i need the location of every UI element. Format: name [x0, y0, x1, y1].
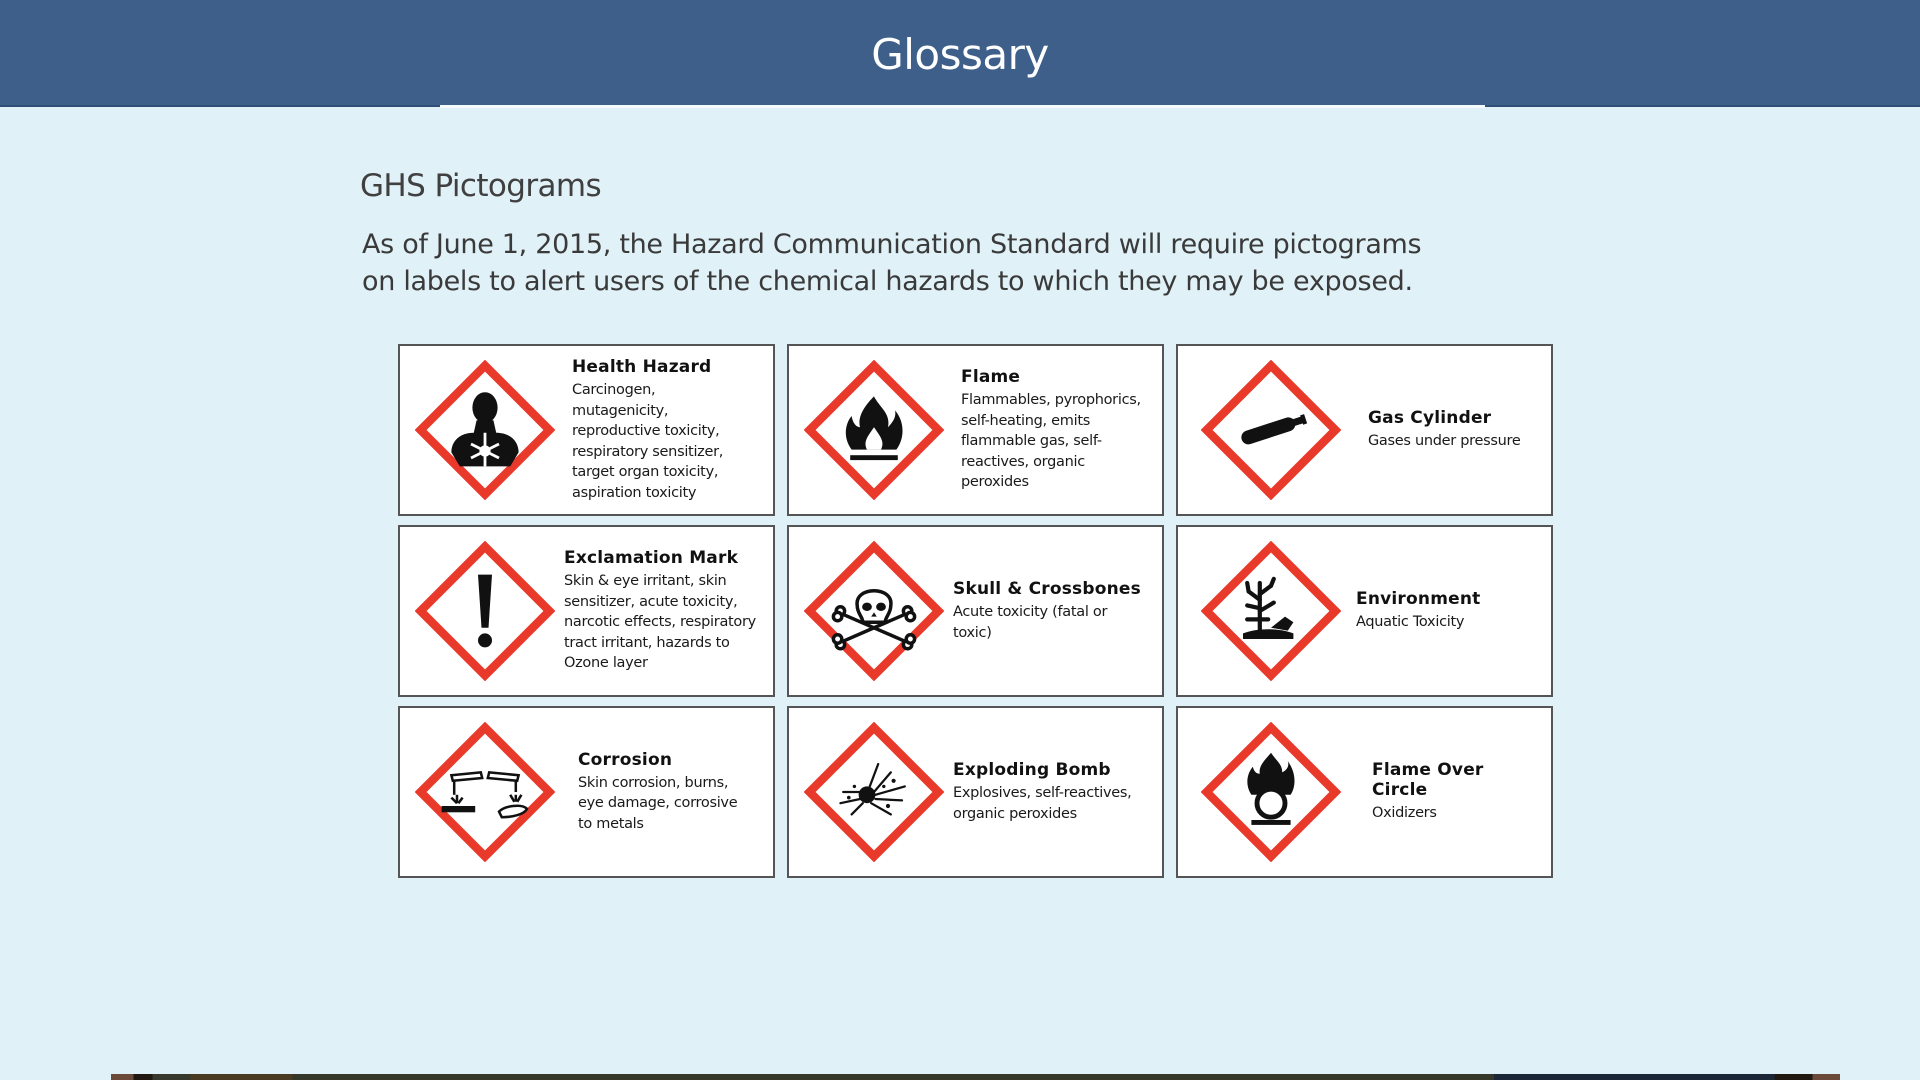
header-accent-line	[440, 105, 1485, 108]
environment-icon	[1196, 536, 1346, 686]
pictogram-card-exclamation-mark	[398, 525, 775, 697]
page-title: Glossary	[871, 30, 1049, 79]
flame-over-circle-icon	[1196, 717, 1346, 867]
pictogram-name: Flame	[961, 367, 1021, 388]
bottom-image-strip	[111, 1074, 1840, 1080]
pictogram-name: Exclamation Mark	[564, 548, 739, 569]
pictogram-description: Skin corrosion, burns, eye damage, corrosive to metals	[578, 774, 738, 832]
corrosion-icon	[410, 717, 560, 867]
pictogram-description: Gases under pressure	[1368, 433, 1521, 450]
exclamation-mark-icon	[410, 536, 560, 686]
pictogram-description: Skin & eye irritant, skin sensitizer, acute toxicity, narcotic effects, respiratory tract irritant, hazards to Ozone layer	[564, 573, 756, 672]
pictogram-card-flame-over-circle	[1176, 706, 1553, 878]
pictogram-description: Flammables, pyrophorics, self-heating, emits flammable gas, self-reactives, organic peroxides	[961, 392, 1141, 491]
skull-crossbones-icon	[799, 536, 949, 686]
header-bar	[0, 0, 1920, 107]
health-hazard-icon	[410, 355, 560, 505]
pictogram-text	[560, 357, 757, 503]
pictogram-text	[1346, 589, 1490, 633]
pictogram-name: Corrosion	[578, 749, 673, 770]
pictogram-description: Oxidizers	[1372, 805, 1437, 822]
section-title: GHS Pictograms	[360, 168, 602, 204]
exploding-bomb-icon	[799, 717, 949, 867]
pictogram-name: Exploding Bomb	[953, 760, 1111, 780]
pictogram-name: Health Hazard	[572, 357, 712, 377]
pictogram-card-environment	[1176, 525, 1553, 697]
pictogram-text	[949, 579, 1151, 643]
flame-icon	[799, 355, 949, 505]
pictogram-text	[560, 548, 770, 674]
pictogram-description: Explosives, self-reactives, organic peroxides	[953, 785, 1132, 822]
pictogram-card-corrosion	[398, 706, 775, 878]
gas-cylinder-icon	[1196, 355, 1346, 505]
pictogram-text	[1346, 408, 1530, 452]
pictogram-card-skull-crossbones	[787, 525, 1164, 697]
pictogram-description: Acute toxicity (fatal or toxic)	[953, 604, 1108, 641]
pictogram-card-exploding-bomb	[787, 706, 1164, 878]
intro-text	[362, 226, 1462, 300]
pictogram-card-gas-cylinder	[1176, 344, 1553, 516]
pictogram-card-flame	[787, 344, 1164, 516]
pictogram-description: Carcinogen, mutagenicity, reproductive toxicity, respiratory sensitizer, target organ toxicity, aspiration toxicity	[572, 382, 724, 501]
pictogram-name: Flame Over Circle	[1372, 760, 1484, 801]
pictogram-name: Gas Cylinder	[1368, 408, 1492, 429]
pictogram-text	[949, 760, 1143, 824]
pictogram-text	[949, 367, 1156, 493]
pictogram-text	[1346, 760, 1512, 824]
pictogram-description: Aquatic Toxicity	[1356, 614, 1465, 631]
pictogram-name: Environment	[1356, 589, 1481, 610]
pictogram-card-health-hazard	[398, 344, 775, 516]
pictogram-grid	[398, 344, 1553, 878]
pictogram-text	[560, 750, 763, 835]
intro-line-2: on labels to alert users of the chemical hazards to which they may be exposed.	[362, 266, 1413, 297]
intro-line-1: As of June 1, 2015, the Hazard Communication Standard will require pictograms	[362, 229, 1422, 260]
pictogram-name: Skull & Crossbones	[953, 579, 1141, 599]
